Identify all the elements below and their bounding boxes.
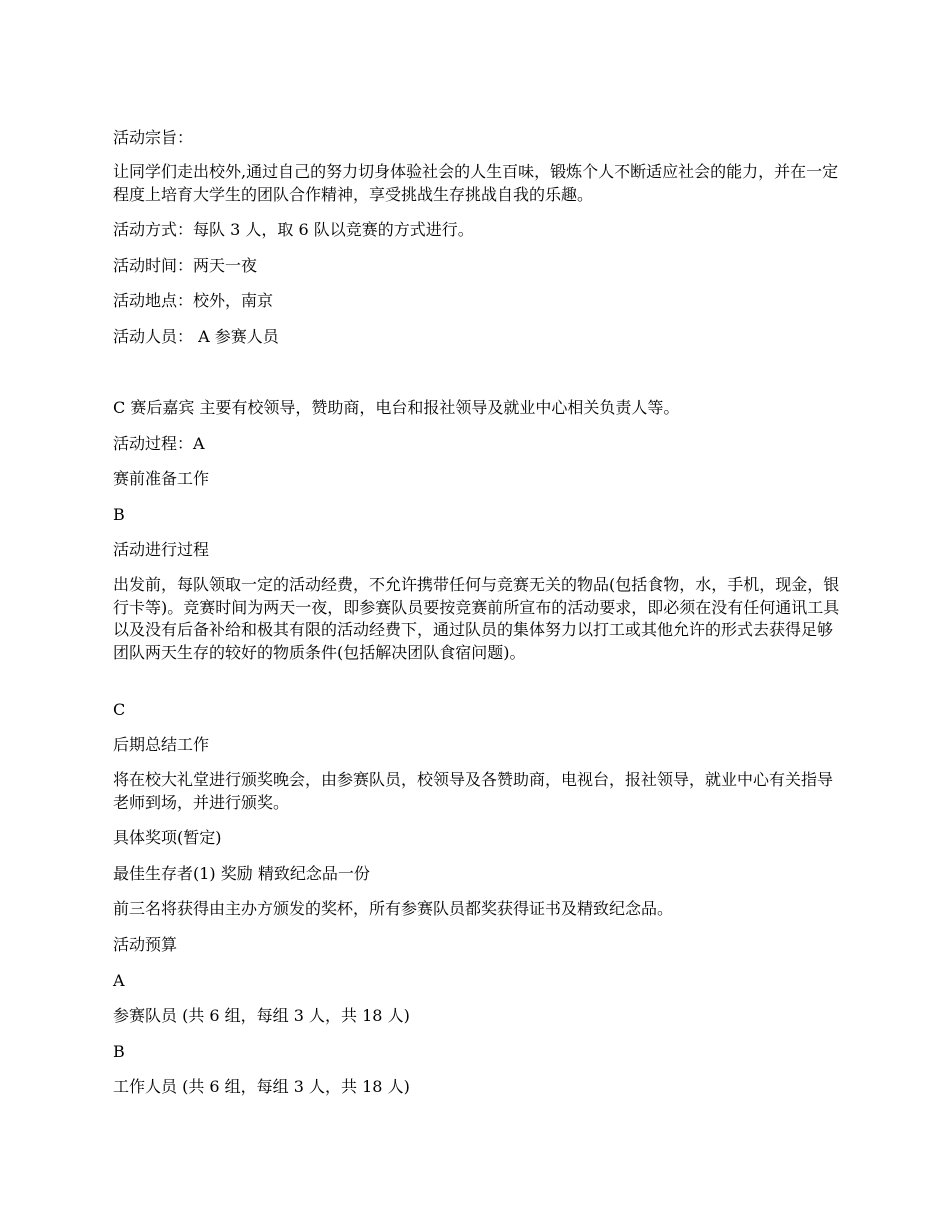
awards-heading: 具体奖项(暂定) bbox=[113, 828, 222, 847]
location-line: 活动地点：校外，南京 bbox=[113, 291, 274, 310]
summary-heading: 后期总结工作 bbox=[113, 735, 210, 754]
time-line: 活动时间：两天一夜 bbox=[113, 256, 258, 275]
ongoing-heading: 活动进行过程 bbox=[113, 540, 210, 559]
prep-line: 赛前准备工作 bbox=[113, 469, 210, 488]
budget-heading: 活动预算 bbox=[113, 935, 178, 954]
label-a: A bbox=[113, 971, 125, 990]
summary-text: 将在校大礼堂进行颁奖晚会，由参赛队员，校领导及各赞助商，电视台，报社领导，就业中心有关指导老师到场，并进行颁奖。 bbox=[113, 770, 834, 812]
label-b-2: B bbox=[113, 1042, 125, 1061]
label-c: C bbox=[113, 700, 126, 719]
personnel-line: 活动人员： A 参赛人员 bbox=[113, 327, 279, 346]
staff-line: 工作人员 (共 6 组，每组 3 人，共 18 人) bbox=[113, 1077, 410, 1096]
award-best: 最佳生存者(1) 奖励 精致纪念品一份 bbox=[113, 864, 370, 883]
label-b-1: B bbox=[113, 505, 125, 524]
process-line: 活动过程：A bbox=[113, 434, 205, 453]
guests-line: C 赛后嘉宾 主要有校领导，赞助商，电台和报社领导及就业中心相关负责人等。 bbox=[113, 398, 680, 417]
participants-line: 参赛队员 (共 6 组，每组 3 人，共 18 人) bbox=[113, 1006, 410, 1025]
purpose-heading: 活动宗旨： bbox=[113, 128, 194, 147]
award-top3: 前三名将获得由主办方颁发的奖杯，所有参赛队员都奖获得证书及精致纪念品。 bbox=[113, 899, 674, 918]
purpose-text: 让同学们走出校外,通过自己的努力切身体验社会的人生百味，锻炼个人不断适应社会的能力，并在一定程度上培育大学生的团队合作精神，享受挑战生存挑战自我的乐趣。 bbox=[113, 162, 839, 204]
method-line: 活动方式：每队 3 人，取 6 队以竞赛的方式进行。 bbox=[113, 220, 474, 239]
ongoing-text: 出发前，每队领取一定的活动经费，不允许携带任何与竞赛无关的物品(包括食物，水，手机，现金，银行卡等)。竞赛时间为两天一夜，即参赛队员要按竞赛前所宣布的活动要求，即必须在没有任何通讯工具以及没有后备补给和极其有限的活动经费下，通过队员的集体努力以打工或其他允许的形式去获得足够团队两天生存的较好的物质条件(包括解决团队食宿问题)。 bbox=[113, 575, 840, 662]
